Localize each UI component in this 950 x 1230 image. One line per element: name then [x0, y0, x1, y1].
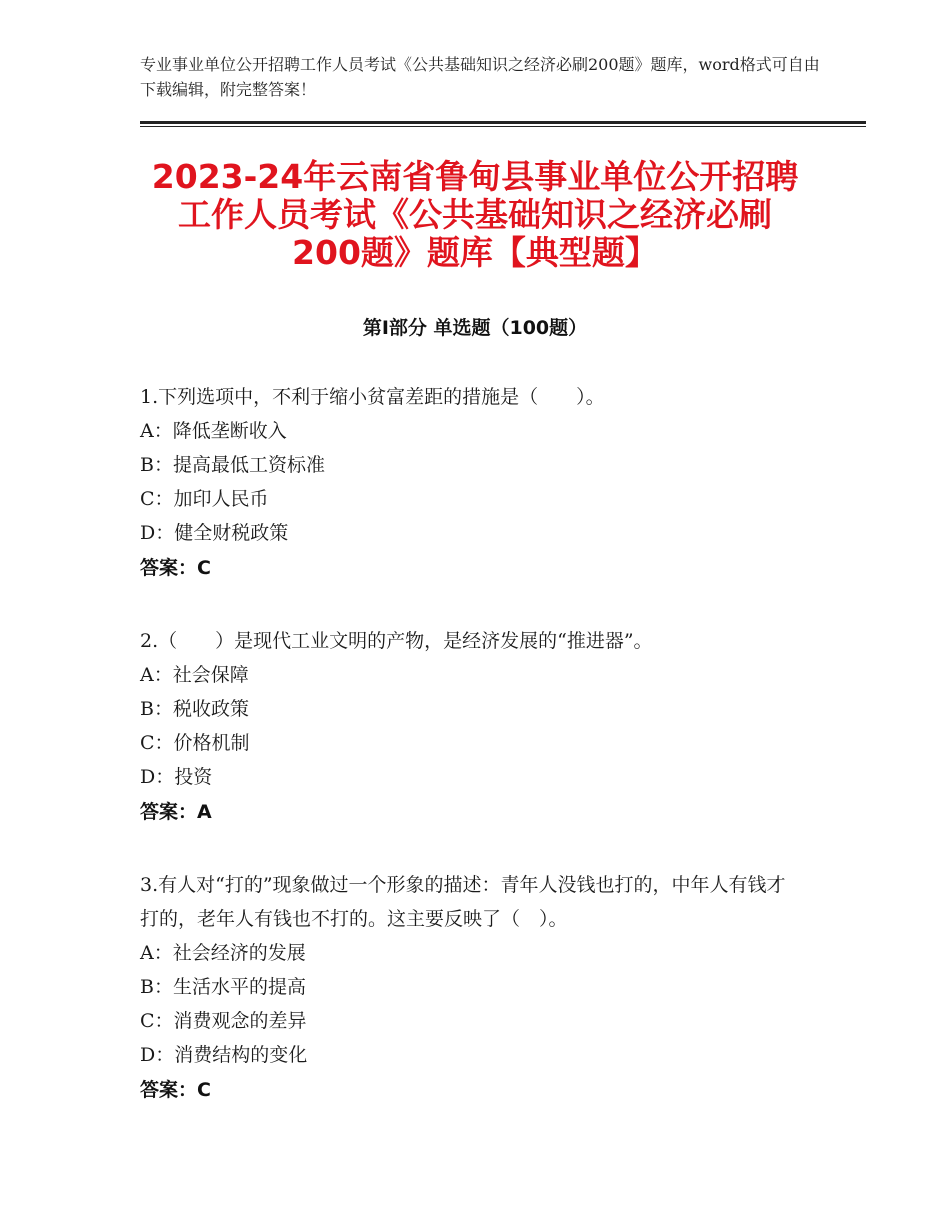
option-c: C：价格机制	[140, 732, 250, 754]
option-a: A：社会经济的发展	[140, 942, 306, 964]
answer: 答案：C	[140, 1079, 211, 1101]
header-note: 专业事业单位公开招聘工作人员考试《公共基础知识之经济必刷200题》题库，word格式可自由下载编辑，附完整答案！	[140, 55, 820, 99]
option-b: B：税收政策	[140, 698, 249, 720]
question-1	[140, 380, 800, 586]
document-title	[120, 158, 830, 272]
question-3	[140, 868, 800, 1108]
option-d: D：消费结构的变化	[140, 1044, 308, 1066]
option-c: C：消费观念的差异	[140, 1010, 307, 1032]
option-a: A：降低垄断收入	[140, 420, 287, 442]
question-list	[140, 380, 800, 1146]
question-stem: 3.有人对“打的”现象做过一个形象的描述：青年人没钱也打的，中年人有钱才打的，老年人有钱也不打的。这主要反映了（ ）。	[140, 874, 786, 930]
header-rule-thin	[140, 126, 866, 127]
title-line: 2023-24年云南省鲁甸县事业单位公开招聘	[151, 157, 799, 196]
question-stem: 1.下列选项中，不利于缩小贫富差距的措施是（ ）。	[140, 386, 605, 408]
answer: 答案：C	[140, 557, 211, 579]
option-a: A：社会保障	[140, 664, 249, 686]
title-line: 工作人员考试《公共基础知识之经济必刷	[178, 195, 772, 234]
option-c: C：加印人民币	[140, 488, 269, 510]
option-b: B：生活水平的提高	[140, 976, 306, 998]
option-d: D：健全财税政策	[140, 522, 289, 544]
section-title: 第Ⅰ部分 单选题（100题）	[362, 317, 588, 339]
answer: 答案：A	[140, 801, 212, 823]
header-rule-thick	[140, 121, 866, 124]
option-b: B：提高最低工资标准	[140, 454, 325, 476]
question-stem: 2.（ ）是现代工业文明的产物，是经济发展的“推进器”。	[140, 630, 653, 652]
title-line: 200题》题库【典型题】	[292, 233, 658, 272]
option-d: D：投资	[140, 766, 213, 788]
question-2	[140, 624, 800, 830]
